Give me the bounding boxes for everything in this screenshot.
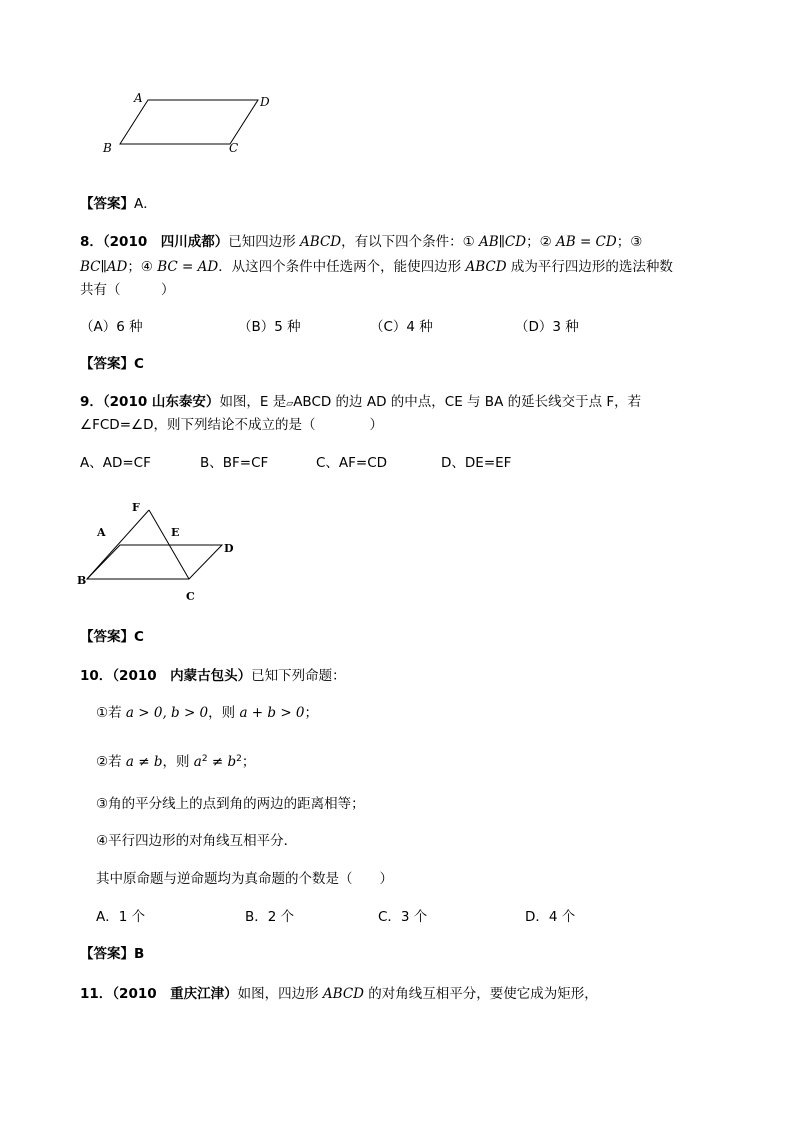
q10-math: a > 0, b > 0	[125, 705, 209, 721]
q10-text: ②若	[96, 754, 126, 770]
answer-9	[80, 628, 144, 646]
q8-quad: ABCD	[300, 234, 342, 250]
q10-line-1	[80, 667, 346, 685]
q9-option-b: B、BF=CF	[200, 455, 269, 471]
q10-option-a: A．1 个	[96, 909, 146, 925]
q8-line-3: 共有（ ）	[80, 282, 175, 298]
q10-text: ，则	[208, 705, 240, 721]
fig2-label-c: C	[186, 590, 195, 603]
q8-text: 成为平行四边形的选法种数	[506, 259, 673, 275]
q9-text: 如图，E 是	[219, 394, 287, 410]
q10-question: 其中原命题与逆命题均为真命题的个数是（ ）	[96, 871, 393, 887]
answer-tag: 【答案】	[80, 356, 134, 372]
parallelogram-symbol: ▱	[286, 399, 294, 409]
q11-line-1	[80, 985, 598, 1003]
fig2-label-b: B	[77, 574, 87, 587]
q8-option-a: （A）6 种	[80, 319, 143, 335]
q8-quad: ABCD	[465, 259, 507, 275]
q9-line-2: ∠FCD=∠D，则下列结论不成立的是（ ）	[80, 417, 383, 433]
q9-source: （2010 山东泰安）	[102, 394, 220, 410]
q10-proposition-3: ③角的平分线上的点到角的两边的距离相等；	[96, 796, 365, 812]
q10-superscript: 2	[201, 754, 208, 764]
q11-source: （2010 重庆江津）	[112, 986, 238, 1002]
fig1-label-a: A	[134, 91, 143, 105]
q10-text: ，则	[162, 754, 194, 770]
answer-value: C	[134, 356, 144, 372]
q8-text: ，有以下四个条件：①	[341, 234, 480, 250]
q11-number: 11．	[80, 986, 113, 1002]
q11-text: 的对角线互相平分，要使它成为矩形，	[364, 986, 598, 1002]
q10-number: 10．	[80, 668, 113, 684]
answer-tag: 【答案】	[80, 196, 134, 212]
answer-value: C	[134, 629, 144, 645]
q8-option-b: （B）5 种	[238, 319, 301, 335]
fig2-label-f: F	[132, 501, 140, 514]
q8-cond-4: BC = AD	[157, 259, 219, 275]
q8-number: 8．	[80, 234, 103, 250]
answer-10	[80, 945, 144, 963]
q10-math: a ≠ b	[125, 754, 163, 770]
q10-text: ；	[304, 705, 319, 721]
q11-text: 如图，四边形	[237, 986, 323, 1002]
fig2-label-e: E	[171, 526, 180, 539]
fig2-parallelogram	[87, 545, 222, 579]
q10-text: ；	[241, 754, 256, 770]
fig1-label-d: D	[260, 95, 270, 109]
q10-superscript: 2	[236, 754, 242, 764]
answer-value: B	[134, 946, 145, 962]
q8-text: ；②	[526, 234, 556, 250]
q8-option-c: （C）4 种	[370, 319, 433, 335]
q9-number: 9．	[80, 394, 103, 410]
fig1-label-b: B	[103, 141, 112, 155]
fig2-label-d: D	[224, 542, 234, 555]
q8-option-d: （D）3 种	[515, 319, 579, 335]
q10-option-b: B．2 个	[245, 909, 295, 925]
q10-proposition-2	[96, 750, 255, 771]
q9-option-c: C、AF=CD	[316, 455, 388, 471]
answer-value: A．	[134, 196, 157, 212]
answer-tag: 【答案】	[80, 946, 134, 962]
q8-cond-1: AB∥CD	[479, 234, 527, 250]
fig2-label-a: A	[97, 526, 106, 539]
q8-source: （2010 四川成都）	[102, 234, 229, 250]
q11-quad: ABCD	[322, 986, 364, 1002]
q10-math: a + b > 0	[239, 705, 305, 721]
answer-tag: 【答案】	[80, 629, 134, 645]
q10-proposition-1	[96, 704, 318, 722]
q10-option-d: D．4 个	[525, 909, 576, 925]
q8-text: ；③	[616, 234, 643, 250]
fig1-label-c: C	[229, 141, 239, 155]
q8-cond-3: BC∥AD	[80, 259, 128, 275]
q10-option-c: C．3 个	[378, 909, 428, 925]
q9-text: ABCD 的边 AD 的中点，CE 与 BA 的延长线交于点 F，若	[293, 394, 642, 410]
q9-option-d: D、DE=EF	[441, 455, 512, 471]
q8-text: ；④	[127, 259, 158, 275]
q9-option-a: A、AD=CF	[80, 455, 151, 471]
q10-source: （2010 内蒙古包头）	[112, 668, 252, 684]
q10-math: a	[193, 754, 202, 770]
q8-text: ．从这四个条件中任选两个，能使四边形	[218, 259, 466, 275]
q8-cond-2: AB = CD	[555, 234, 617, 250]
q10-math: ≠ b	[207, 754, 237, 770]
q10-proposition-4: ④平行四边形的对角线互相平分．	[96, 833, 298, 849]
q10-text: ①若	[96, 705, 126, 721]
q8-text: 已知四边形	[228, 234, 301, 250]
q10-text: 已知下列命题：	[251, 668, 346, 684]
